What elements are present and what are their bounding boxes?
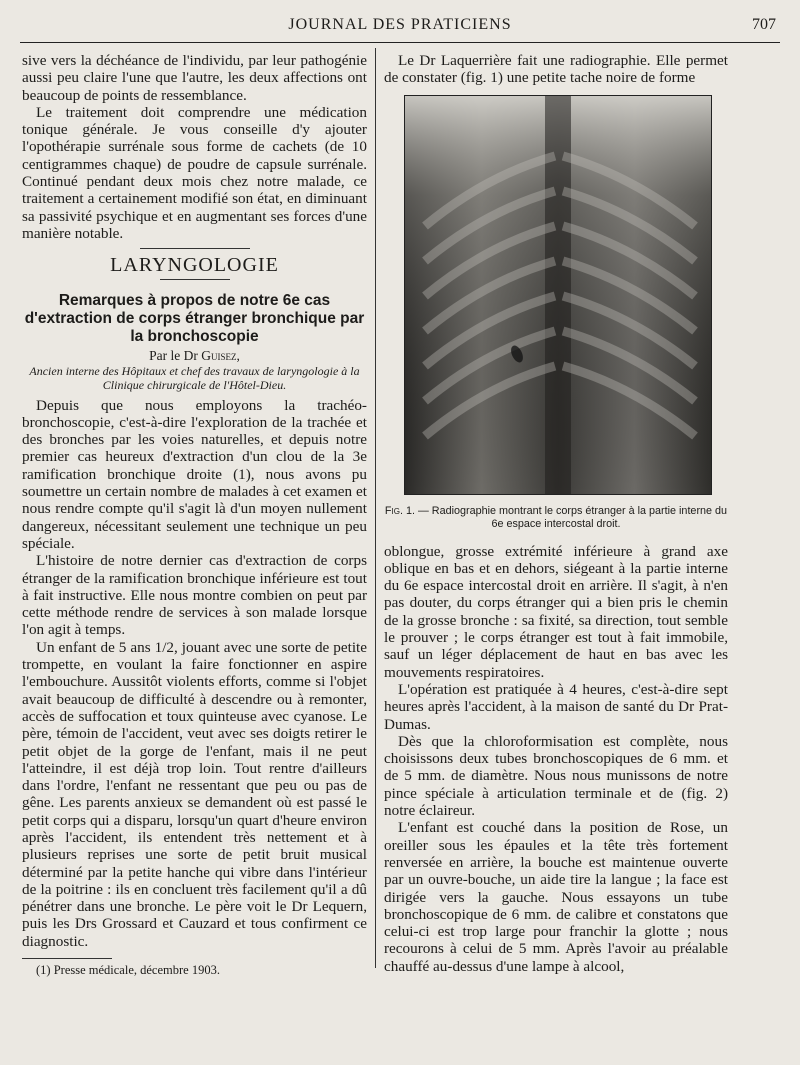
section-title: LARYNGOLOGIE bbox=[110, 254, 279, 277]
page-header bbox=[20, 12, 780, 42]
byline-prefix: Par le Dr bbox=[149, 347, 198, 363]
intro-paragraph: sive vers la déchéance de l'individu, par leur pathogénie aussi peu claire l'une que l'autre, les deux affections ont beaucoup de points de ressemblance. bbox=[22, 52, 367, 104]
intro-paragraph-right: Le Dr Laquerrière fait une radiographie. Elle permet de constater (fig. 1) une petite tache noire de forme bbox=[384, 52, 728, 87]
article-title: Remarques à propos de notre 6e cas d'extraction de corps étranger bronchique par la bronchoscopie bbox=[24, 291, 365, 345]
paragraph: L'histoire de notre dernier cas d'extraction de corps étranger de la ramification bronchique inférieure est tout à fait instructive. Elle nous montre combien on peut par cette méthode rendre de services à son malade lorsque l'on agit à temps. bbox=[22, 552, 367, 639]
left-column bbox=[22, 52, 367, 950]
page-number: 707 bbox=[752, 16, 776, 33]
paragraph: Un enfant de 5 ans 1/2, jouant avec une sorte de petite trompette, en voulant la faire fonctionner en aspire l'embouchure. Aussitôt violents efforts, comme si l'objet avait beaucoup de difficulté à descendre ou à remonter, accès de suffocation et toux quinteuse avec cyanose. Le père, témoin de l'accident, veut avec ses doigts retirer le petit objet de la gorge de l'enfant, mais il ne peut l'atteindre, il est déjà trop loin. Tout rentre d'ailleurs dans l'ordre, l'enfant ne ressentant que peu ou pas de gêne. Les parents anxieux se demandent où est passé le petit corps qui a disparu, lorsqu'un quart d'heure environ après l'accident, ils entendent très nettement et à plusieurs reprises une sorte de petit bruit musical déterminé par la petite hanche qui vibre dans l'intérieur de la poitrine : ils en concluent très facilement qu'il a dû pénétrer dans une bronche. Le père voit le Dr Lequern, puis les Drs Grossard et Cauzard et tous confirment ce diagnostic. bbox=[22, 638, 367, 950]
header-rule bbox=[20, 42, 780, 43]
paragraph: oblongue, grosse extrémité inférieure à grand axe oblique en bas et en dehors, siégeant à la partie interne du 6e espace intercostal droit en arrière. Il s'agit, à n'en pas douter, du corps étranger qui a bien pris le chemin de la grosse bronche : sa fixité, sa direction, tout semble le prouver ; le corps étranger est tout à fait immobile, sauf un léger déplacement de haut en bas avec les mouvements respiratoires. bbox=[384, 542, 728, 681]
byline bbox=[22, 348, 367, 364]
figure-caption bbox=[384, 505, 728, 531]
section-title-rule bbox=[160, 279, 230, 280]
journal-title: JOURNAL DES PRATICIENS bbox=[288, 16, 512, 33]
radiograph-image bbox=[405, 96, 711, 494]
author-name: Guisez, bbox=[201, 347, 240, 363]
section-separator bbox=[140, 248, 250, 249]
paragraph: Dès que la chloroformisation est complète, nous choisissons deux tubes bronchoscopiques de 6 mm. et de 5 mm. de diamètre. Nous nous munissons de notre pince spéciale à articulation terminale et de (fig. 2) notre éclaireur. bbox=[384, 732, 728, 820]
footnote-rule bbox=[22, 958, 112, 959]
paragraph: Depuis que nous employons la trachéo-bronchoscopie, c'est-à-dire l'exploration de la trachée et des bronches par les voies naturelles, et depuis notre premier cas heureux d'extraction d'un clou de la 3e ramification bronchique droite (1), nous avons pu soumettre un certain nombre de malades à cet examen et nous rendre compte qu'il s'agit là d'un moyen nullement dangereux, nécessitant seulement une technique un peu spéciale. bbox=[22, 396, 367, 552]
treatment-paragraph: Le traitement doit comprendre une médication tonique générale. Je vous conseille d'y ajouter l'opothérapie surrénale sous forme de cachets (de 10 centigrammes chaque) de poudre de capsule surrénale. Continué pendant deux mois chez notre malade, ce traitement a certainement modifié son état, en diminuant sa passivité psychique et en augmentant ses forces d'une manière notable. bbox=[22, 103, 367, 242]
figure-caption-text: — Radiographie montrant le corps étranger à la partie interne du 6e espace intercostal droit. bbox=[417, 504, 728, 530]
author-affiliation: Ancien interne des Hôpitaux et chef des travaux de laryngologie à la Clinique chirurgicale de l'Hôtel-Dieu. bbox=[29, 363, 360, 392]
figure-caption-label: Fig. 1. bbox=[384, 504, 415, 517]
right-column bbox=[384, 52, 728, 975]
footnote: (1) Presse médicale, décembre 1903. bbox=[36, 963, 220, 977]
paragraph: L'opération est pratiquée à 4 heures, c'est-à-dire sept heures après l'accident, à la maison de santé du Dr Prat-Dumas. bbox=[384, 680, 728, 733]
column-divider bbox=[375, 48, 376, 968]
paragraph: L'enfant est couché dans la position de Rose, un oreiller sous les épaules et la tête très fortement renversée en arrière, la bouche est maintenue ouverte par un ouvre-bouche, un aide tire la langue ; la face est dirigée vers la gauche. Nous essayons un tube bronchoscopique de 6 mm. de calibre et constatons que celui-ci est trop large pour franchir la glotte ; nous recourons à celui de 5 mm. Après l'avoir au préalable chauffé au-dessus d'une lampe à alcool, bbox=[384, 819, 728, 975]
radiograph-figure bbox=[404, 95, 712, 495]
